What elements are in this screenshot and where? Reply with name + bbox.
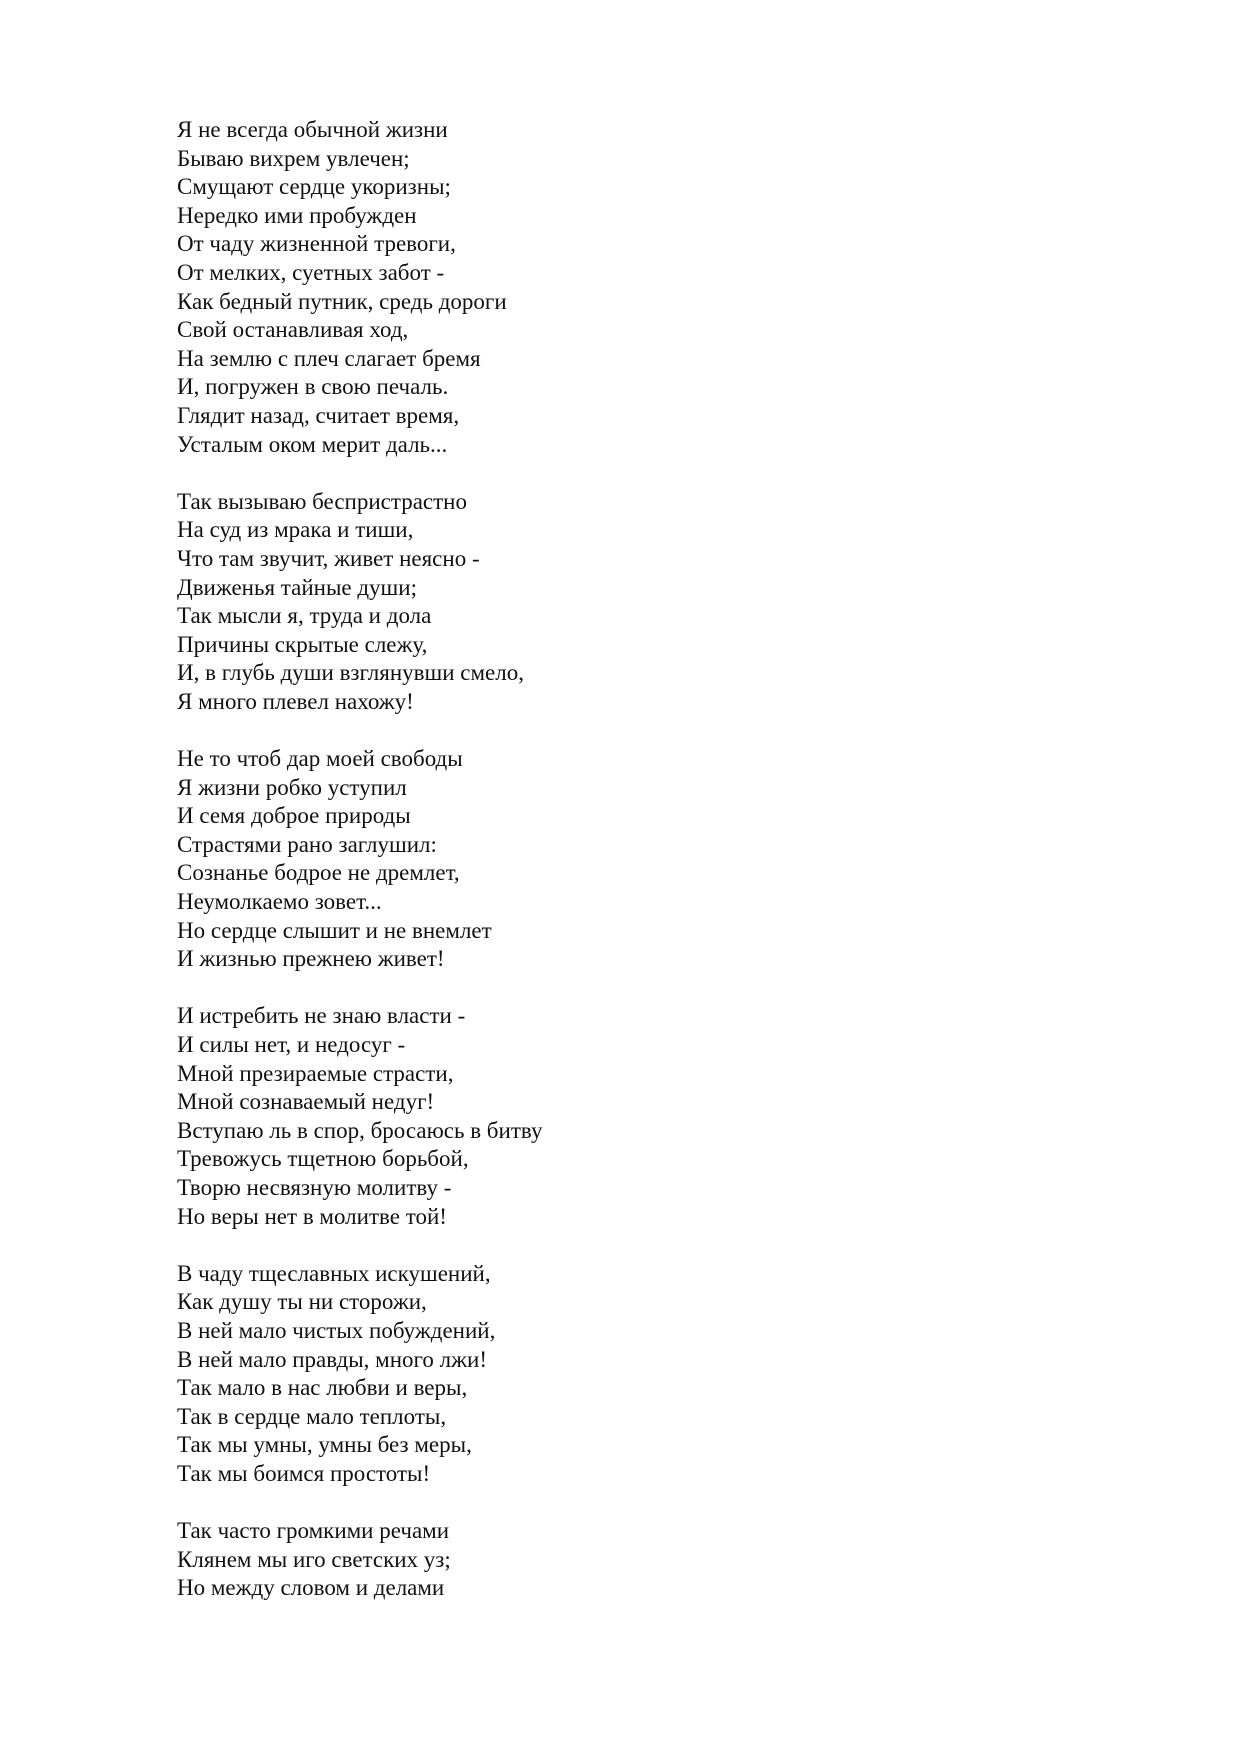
poem-line: На суд из мрака и тиши, <box>177 517 414 543</box>
poem-text <box>177 116 1077 1631</box>
poem-line: И жизнью прежнею живет! <box>177 946 445 972</box>
poem-line: Так мысли я, труда и дола <box>177 603 432 629</box>
poem-line: Так мы умны, умны без меры, <box>177 1432 472 1458</box>
poem-line: Вступаю ль в спор, бросаюсь в битву <box>177 1117 543 1143</box>
poem-line: Свой останавливая ход, <box>177 317 409 343</box>
poem-line: От чаду жизненной тревоги, <box>177 231 456 257</box>
poem-line: Так в сердце мало теплоты, <box>177 1403 447 1429</box>
poem-line: И семя доброе природы <box>177 803 411 829</box>
poem-line: Но сердце слышит и не внемлет <box>177 917 492 943</box>
poem-line: В ней мало чистых побуждений, <box>177 1317 496 1343</box>
poem-line: Я жизни робко уступил <box>177 774 407 800</box>
poem-line: От мелких, суетных забот - <box>177 259 445 285</box>
poem-line: Так часто громкими речами <box>177 1518 450 1544</box>
poem-line: Страстями рано заглушил: <box>177 831 437 857</box>
poem-line: Движенья тайные души; <box>177 574 417 600</box>
poem-line: Бываю вихрем увлечен; <box>177 145 410 171</box>
poem-line: И истребить не знаю власти - <box>177 1003 466 1029</box>
poem-line: Смущают сердце укоризны; <box>177 174 451 200</box>
poem-line: Как душу ты ни сторожи, <box>177 1289 427 1315</box>
poem-line: Сознанье бодрое не дремлет, <box>177 860 460 886</box>
poem-line: И силы нет, и недосуг - <box>177 1032 406 1057</box>
poem-line: Тревожусь тщетною борьбой, <box>177 1146 469 1172</box>
poem-line: Причины скрытые слежу, <box>177 631 428 657</box>
poem-line: Так мы боимся простоты! <box>177 1460 431 1486</box>
poem-line: Но между словом и делами <box>177 1575 445 1601</box>
poem-stanza <box>177 745 1077 974</box>
poem-line: Усталым оком мерит даль... <box>177 431 448 457</box>
poem-line: На землю с плеч слагает бремя <box>177 345 481 371</box>
poem-stanza <box>177 116 1077 459</box>
poem-line: Но веры нет в молитве той! <box>177 1203 447 1229</box>
poem-line: Я много плевел нахожу! <box>177 688 414 714</box>
poem-line: Мной сознаваемый недуг! <box>177 1089 435 1115</box>
poem-line: И, погружен в свою печаль. <box>177 374 449 400</box>
poem-line: Мной презираемые страсти, <box>177 1060 454 1086</box>
poem-line: Так мало в нас любви и веры, <box>177 1375 468 1401</box>
poem-line: Что там звучит, живет неясно - <box>177 545 480 571</box>
poem-stanza <box>177 1002 1077 1231</box>
poem-line: В ней мало правды, много лжи! <box>177 1346 487 1372</box>
poem-line: Я не всегда обычной жизни <box>177 117 448 142</box>
poem-line: Творю несвязную молитву - <box>177 1174 452 1200</box>
poem-stanza <box>177 1517 1077 1603</box>
poem-line: Не то чтоб дар моей свободы <box>177 746 463 772</box>
poem-line: Неумолкаемо зовет... <box>177 889 382 915</box>
poem-line: Так вызываю беспристрастно <box>177 488 467 514</box>
poem-stanza <box>177 488 1077 717</box>
poem-line: Глядит назад, считает время, <box>177 402 460 428</box>
poem-stanza <box>177 1260 1077 1489</box>
poem-line: В чаду тщеславных искушений, <box>177 1260 491 1286</box>
poem-line: И, в глубь души взглянувши смело, <box>177 660 524 686</box>
poem-line: Клянем мы иго светских уз; <box>177 1546 451 1572</box>
poem-line: Как бедный путник, средь дороги <box>177 288 507 314</box>
poem-line: Нередко ими пробужден <box>177 202 417 228</box>
